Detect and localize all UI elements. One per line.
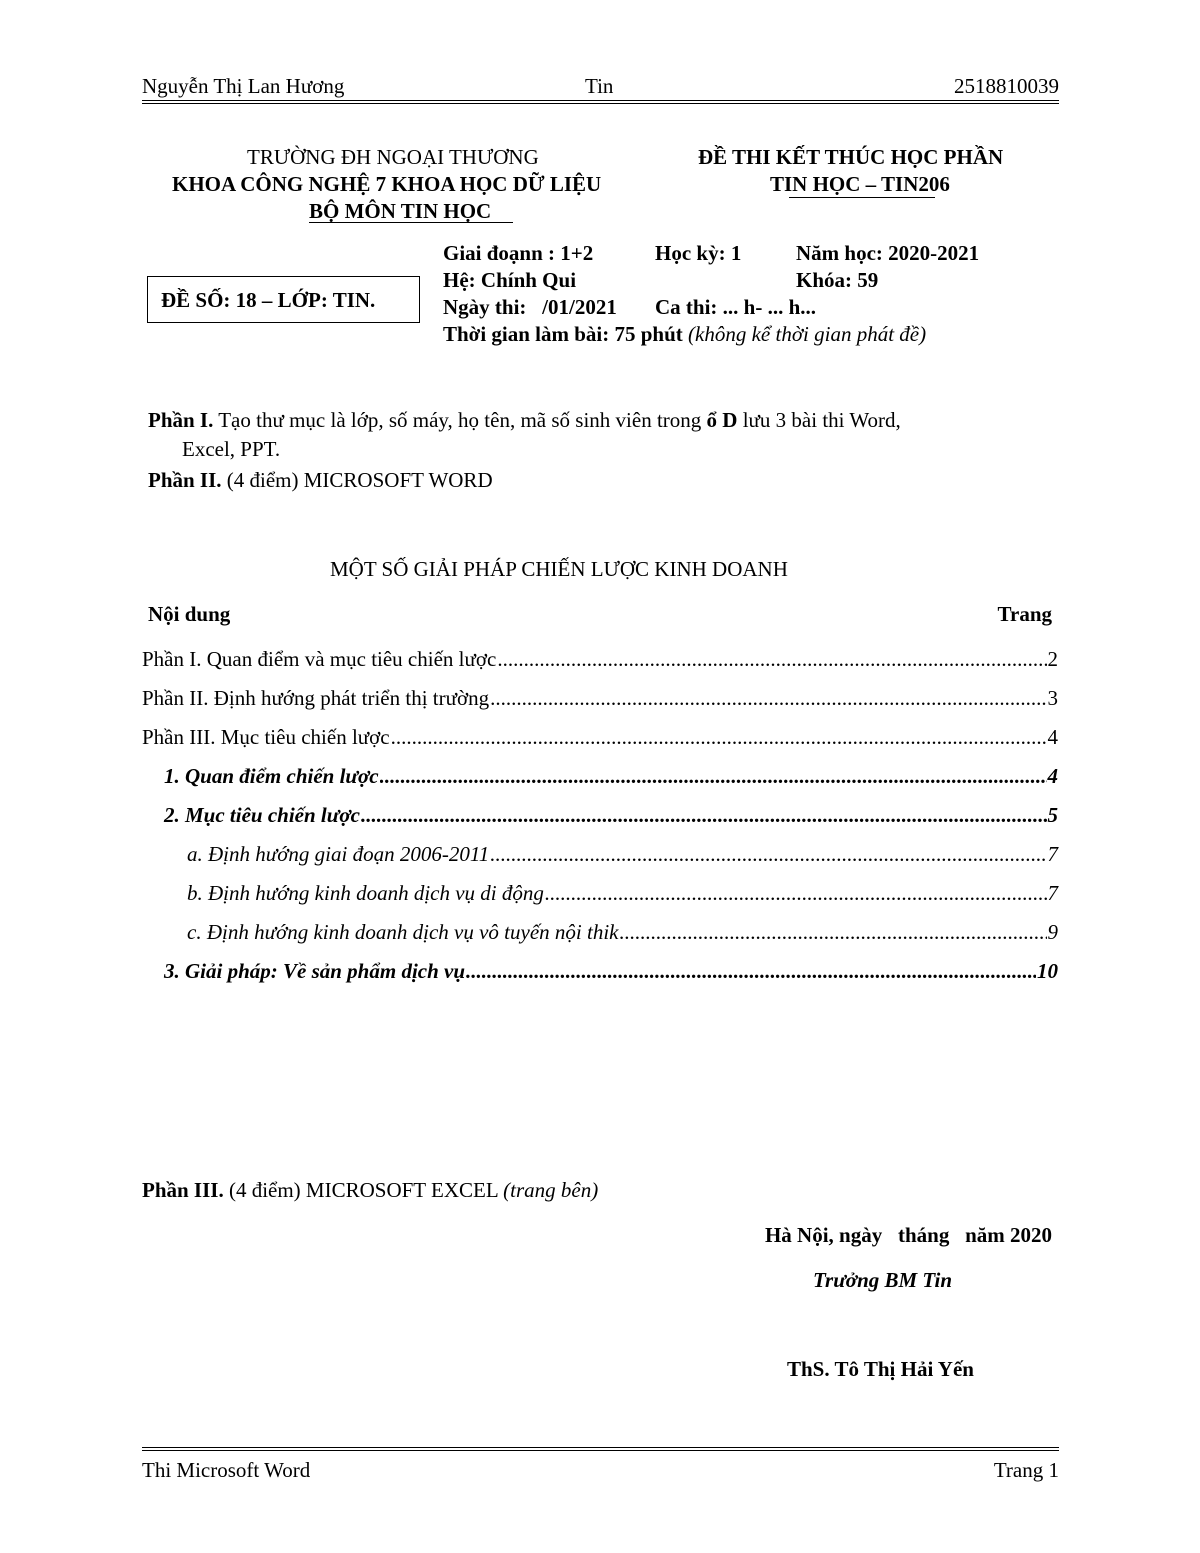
toc-row[interactable] [187,842,1058,868]
exam-stage: Giai đoạnn : 1+2 [443,241,594,265]
toc-page: 4 [1047,764,1058,788]
toc-text: 2. Mục tiêu chiến lược [164,803,360,827]
toc-row[interactable] [164,959,1058,985]
toc-text: Phần II. Định hướng phát triển thị trường [142,686,490,710]
duration-note: (không kể thời gian phát đề) [688,322,927,346]
part3-label-bold: Phần III. [142,1178,224,1202]
exam-year: Năm học: 2020-2021 [796,241,980,265]
exam-duration [443,322,926,347]
toc-row[interactable] [187,920,1058,946]
toc-page: 5 [1047,803,1058,827]
doc-title: MỘT SỐ GIẢI PHÁP CHIẾN LƯỢC KINH DOANH [330,557,788,581]
exam-course-underline [789,197,935,198]
toc-leader [361,803,1047,828]
toc-text: c. Định hướng kinh doanh dịch vụ vô tuyến nội thik [187,920,619,944]
part2-label: Phần II. [148,468,222,492]
part1-text-a: Tạo thư mục là lớp, số máy, họ tên, mã số sinh viên trong [213,408,707,432]
exam-date: Ngày thi: /01/2021 [443,295,617,319]
toc-leader [490,842,1046,867]
part3-label: (4 điểm) MICROSOFT EXCEL [223,1178,504,1202]
toc-page: 10 [1037,959,1058,983]
toc-leader [490,686,1046,711]
part3-note: (trang bên) [503,1178,599,1202]
toc-page: 2 [1047,647,1058,671]
toc-page: 7 [1047,881,1058,905]
part2-heading [148,468,493,493]
exam-course: TIN HỌC – TIN206 [770,172,950,196]
toc-page: 3 [1047,686,1058,710]
university-name: TRƯỜNG ĐH NGOẠI THƯƠNG [247,145,539,169]
toc-leader [619,920,1046,945]
footer-page-number: Trang 1 [993,1458,1059,1482]
header-rule [142,100,1059,101]
toc-row[interactable] [142,647,1058,673]
header-rule-second [142,103,1059,104]
toc-row[interactable] [187,881,1058,907]
exam-semester: Học kỳ: 1 [655,241,742,265]
part1-label: Phần I. [148,408,214,432]
toc-row[interactable] [142,686,1058,712]
toc-head-content: Nội dung [148,602,231,626]
exam-code: ĐỀ SỐ: 18 – LỚP: TIN. [161,288,376,312]
exam-shift: Ca thi: ... h- ... h... [655,295,817,319]
toc-text: Phần I. Quan điểm và mục tiêu chiến lược [142,647,497,671]
place-date: Hà Nội, ngày tháng năm 2020 [764,1223,1052,1247]
toc-text: 1. Quan điểm chiến lược [164,764,379,788]
toc-text: b. Định hướng kinh doanh dịch vụ di động [187,881,544,905]
toc-row[interactable] [164,803,1058,829]
exam-system: Hệ: Chính Qui [443,268,577,292]
duration-value: 75 phút [614,322,683,346]
signer-name: ThS. Tô Thị Hải Yến [787,1357,974,1381]
duration-label: Thời gian làm bài: [443,322,610,346]
toc-page: 7 [1047,842,1058,866]
toc-text: 3. Giải pháp: Về sản phẩm dịch vụ [164,959,466,983]
part1-text-b: lưu 3 bài thi Word, [737,408,901,432]
department-name: BỘ MÔN TIN HỌC [309,199,492,223]
header-subject: Tin [585,74,614,98]
part1-line2: Excel, PPT. [182,437,281,461]
signer-title: Trưởng BM Tin [813,1268,952,1292]
toc-text: a. Định hướng giai đoạn 2006-2011 [187,842,490,866]
department-underline [309,222,513,223]
toc-row[interactable] [142,725,1058,751]
faculty-name: KHOA CÔNG NGHỆ 7 KHOA HỌC DỮ LIỆU [172,172,602,196]
part3-heading [142,1178,598,1203]
part1-line1 [148,408,901,433]
toc-leader [391,725,1047,750]
toc-page: 4 [1047,725,1058,749]
footer-title: Thi Microsoft Word [142,1458,311,1482]
toc-text: Phần III. Mục tiêu chiến lược [142,725,390,749]
exam-code-box [147,276,420,323]
toc-head-page: Trang [997,602,1052,626]
exam-title: ĐỀ THI KẾT THÚC HỌC PHẦN [698,145,1004,169]
part1-drive: ổ D [706,408,738,432]
toc-leader [466,959,1036,984]
toc-leader [545,881,1047,906]
header-student-id: 2518810039 [954,74,1059,98]
footer-rule-second [142,1450,1059,1451]
toc-page: 9 [1047,920,1058,944]
toc-leader [497,647,1046,672]
footer-rule [142,1447,1059,1448]
toc-leader [380,764,1047,789]
toc-row[interactable] [164,764,1058,790]
header-author: Nguyễn Thị Lan Hương [142,74,345,98]
part2-text: (4 điểm) MICROSOFT WORD [221,468,493,492]
exam-cohort: Khóa: 59 [796,268,879,292]
